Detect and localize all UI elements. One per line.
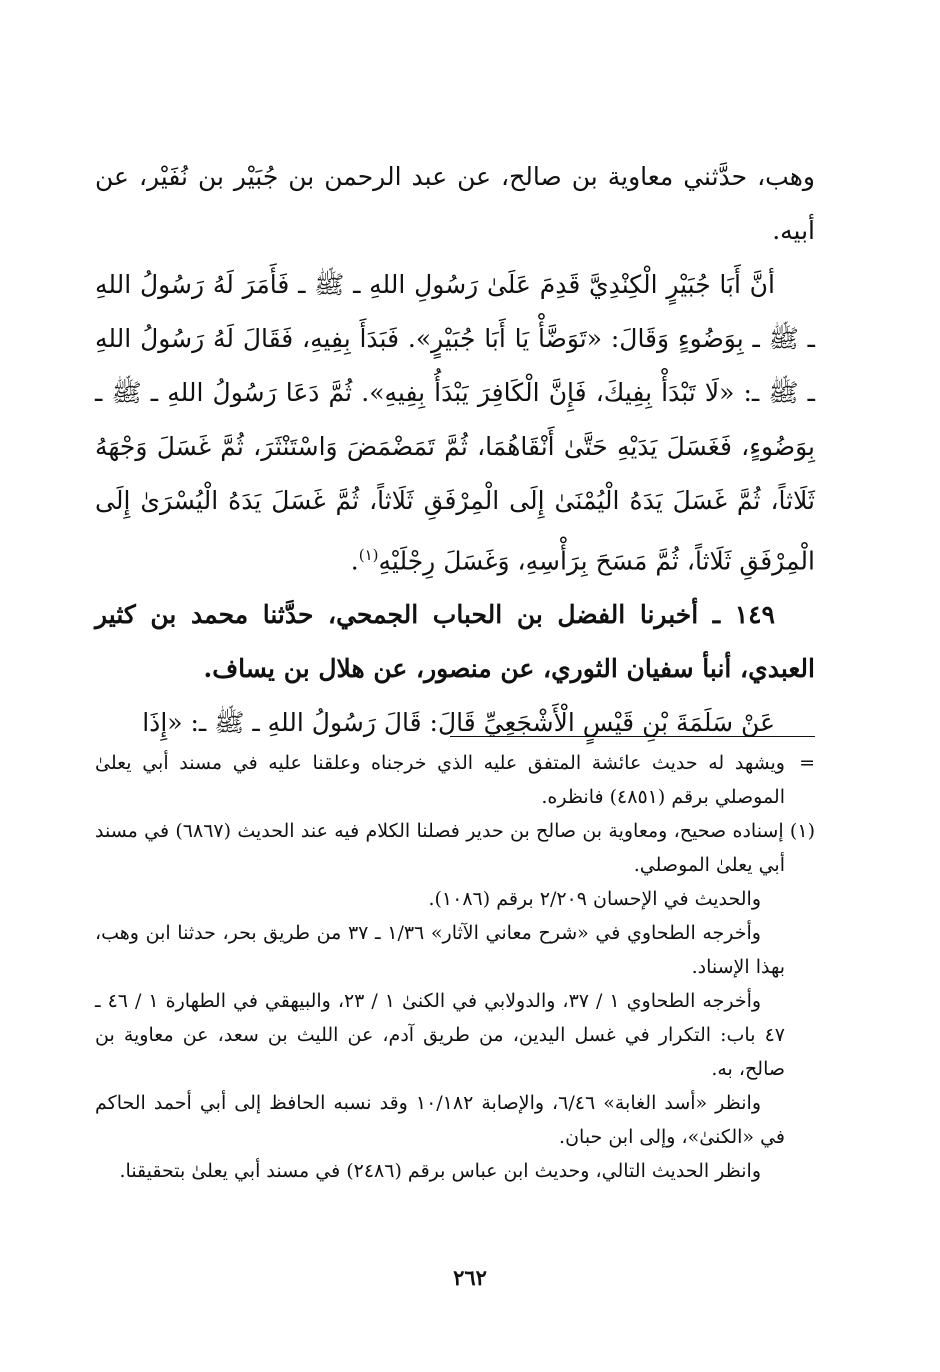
footnote-1-paragraph-4: وأخرجه الطحاوي ١ / ٣٧، والدولابي في الكنىٰ ١ / ٢٣، والبيهقي في الطهارة ١ / ٤٦ ـ ٤٧ باب: التكرار في غسل اليدين، من طريق آدم، عن الليث بن سعد، عن معاوية بن صالح، به. [95, 990, 785, 1080]
footnotes [95, 746, 815, 1188]
hadith-149-matn-start: عَنْ سَلَمَةَ بْنِ قَيْسٍ الْأَشْجَعِيِّ قَالَ: قَالَ رَسُولُ اللهِ ـ ﷺ ـ: «إِذَا [142, 708, 775, 738]
footnote-1-paragraph-6: وانظر الحديث التالي، وحديث ابن عباس برقم (٢٤٨٦) في مسند أبي يعلىٰ بتحقيقنا. [119, 1160, 761, 1182]
hadith-matn-text: أنَّ أَبَا جُبَيْرٍ الْكِنْدِيَّ قَدِمَ عَلَىٰ رَسُولِ اللهِ ـ ﷺ ـ فَأَمَرَ لَهُ رَسُولُ اللهِ ـ ﷺ ـ بِوَضُوءٍ وَقَالَ: «تَوَضَّأْ يَا أَبَا جُبَيْرٍ». فَبَدَأَ بِفِيهِ، فَقَالَ لَهُ رَسُولُ اللهِ ـ ﷺ ـ: «لَا تَبْدَأْ بِفِيكَ، فَإِنَّ الْكَافِرَ يَبْدَأُ بِفِيهِ». ثُمَّ دَعَا رَسُولُ اللهِ ـ ﷺ ـ بِوَضُوءٍ، فَغَسَلَ يَدَيْهِ حَتَّىٰ أَنْقَاهُمَا، ثُمَّ تَمَضْمَضَ وَاسْتَنْثَرَ، ثُمَّ غَسَلَ وَجْهَهُ ثَلَاثاً، ثُمَّ غَسَلَ يَدَهُ الْيُمْنَىٰ إِلَى الْمِرْفَقِ ثَلَاثاً، ثُمَّ غَسَلَ يَدَهُ الْيُسْرَىٰ إِلَى الْمِرْفَقِ ثَلَاثاً، ثُمَّ مَسَحَ بِرَأْسِهِ، وَغَسَلَ رِجْلَيْهِ [95, 270, 815, 576]
footnote-1-paragraph-3: وأخرجه الطحاوي في «شرح معاني الآثار» ١/٣٦ ـ ٣٧ من طريق بحر، حدثنا ابن وهب، بهذا الإسناد. [95, 922, 785, 978]
footnote-1-paragraph-5: وانظر «أسد الغابة» ٦/٤٦، والإصابة ١٠/١٨٢ وقد نسبه الحافظ إلى أبي أحمد الحاكم في «الكنىٰ»، وإلى ابن حبان. [95, 1092, 785, 1148]
footnote-1-paragraph-2: والحديث في الإحسان ٢/٢٠٩ برقم (١٠٨٦). [428, 888, 761, 910]
continuation-marker: = [799, 752, 815, 774]
footnote-1: (١) إسناده صحيح، ومعاوية بن صالح بن حدير فصلنا الكلام فيه عند الحديث (٦٨٦٧) في مسند أبي يعلىٰ الموصلي. [95, 820, 815, 876]
footnote-divider [450, 736, 815, 737]
footnote-continuation-text: ويشهد له حديث عائشة المتفق عليه الذي خرجناه وعلقنا عليه في مسند أبي يعلىٰ الموصلي برقم (٤٨٥١) فانظره. [95, 752, 785, 808]
hadith-matn-end: . [350, 546, 359, 576]
hadith-number: ١٤٩ [734, 600, 775, 630]
hadith-isnad-text: ـ أخبرنا الفضل بن الحباب الجمحي، حدَّثنا محمد بن كثير العبدي، أنبأ سفيان الثوري، عن منصور، عن هلال بن يساف. [95, 600, 815, 684]
footnote-reference: (١) [358, 546, 379, 564]
hadith-149-isnad [95, 588, 815, 696]
main-text [95, 150, 815, 750]
page-number: ٢٦٢ [453, 1265, 487, 1290]
isnad-continuation: وهب، حدَّثني معاوية بن صالح، عن عبد الرحمن بن جُبَيْر بن نُفَيْر، عن أبيه. [95, 162, 815, 245]
footnote-continuation [95, 746, 815, 814]
hadith-matn [95, 258, 815, 588]
